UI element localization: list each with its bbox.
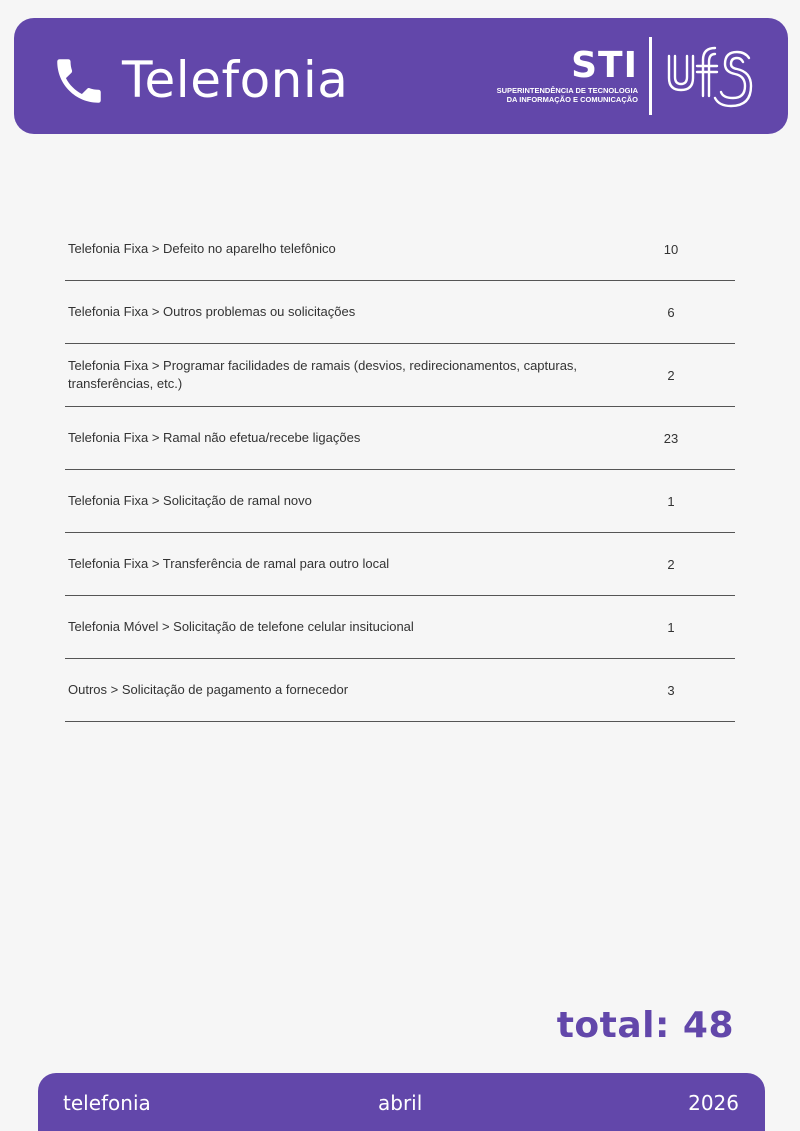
table-row [65, 596, 735, 659]
row-count: 3 [667, 682, 675, 698]
row-label: Telefonia Fixa > Defeito no aparelho telefônico [68, 241, 336, 256]
table-row [65, 533, 735, 596]
footer-year: 2026 [688, 1091, 739, 1115]
row-count: 2 [667, 367, 675, 383]
row-count: 6 [667, 304, 675, 320]
ufs-logo [665, 40, 755, 114]
sti-logo [486, 46, 638, 112]
header-banner [14, 18, 788, 134]
table-row [65, 659, 735, 722]
row-label: Telefonia Fixa > Solicitação de ramal novo [68, 493, 312, 508]
page-title: Telefonia [122, 51, 349, 109]
row-count: 1 [667, 619, 675, 635]
table-row [65, 407, 735, 470]
footer-month: abril [378, 1091, 423, 1115]
row-label: Telefonia Fixa > Ramal não efetua/recebe ligações [68, 430, 361, 445]
row-count: 2 [667, 556, 675, 572]
table-row [65, 218, 735, 281]
row-count: 23 [663, 430, 679, 446]
ticket-table [65, 218, 735, 722]
phone-icon [50, 52, 108, 110]
footer-category: telefonia [63, 1091, 151, 1115]
sti-name-line2: DA INFORMAÇÃO E COMUNICAÇÃO [506, 95, 638, 104]
row-count: 1 [667, 493, 675, 509]
table-row [65, 344, 735, 407]
row-label: Telefonia Fixa > Programar facilidades de ramais (desvios, redirecionamentos, capturas, transferências, etc.) [68, 358, 578, 391]
footer-banner [38, 1073, 765, 1131]
table-row [65, 470, 735, 533]
logo-divider [649, 37, 652, 115]
table-row [65, 281, 735, 344]
row-label: Telefonia Fixa > Transferência de ramal para outro local [68, 556, 390, 571]
sti-acronym: STI [571, 45, 638, 86]
row-label: Outros > Solicitação de pagamento a fornecedor [68, 682, 349, 697]
row-count: 10 [663, 241, 679, 257]
total-count: total: 48 [556, 1005, 734, 1046]
row-label: Telefonia Móvel > Solicitação de telefone celular insitucional [68, 619, 414, 634]
sti-name-line1: SUPERINTENDÊNCIA DE TECNOLOGIA [496, 86, 638, 95]
row-label: Telefonia Fixa > Outros problemas ou solicitações [68, 304, 356, 319]
